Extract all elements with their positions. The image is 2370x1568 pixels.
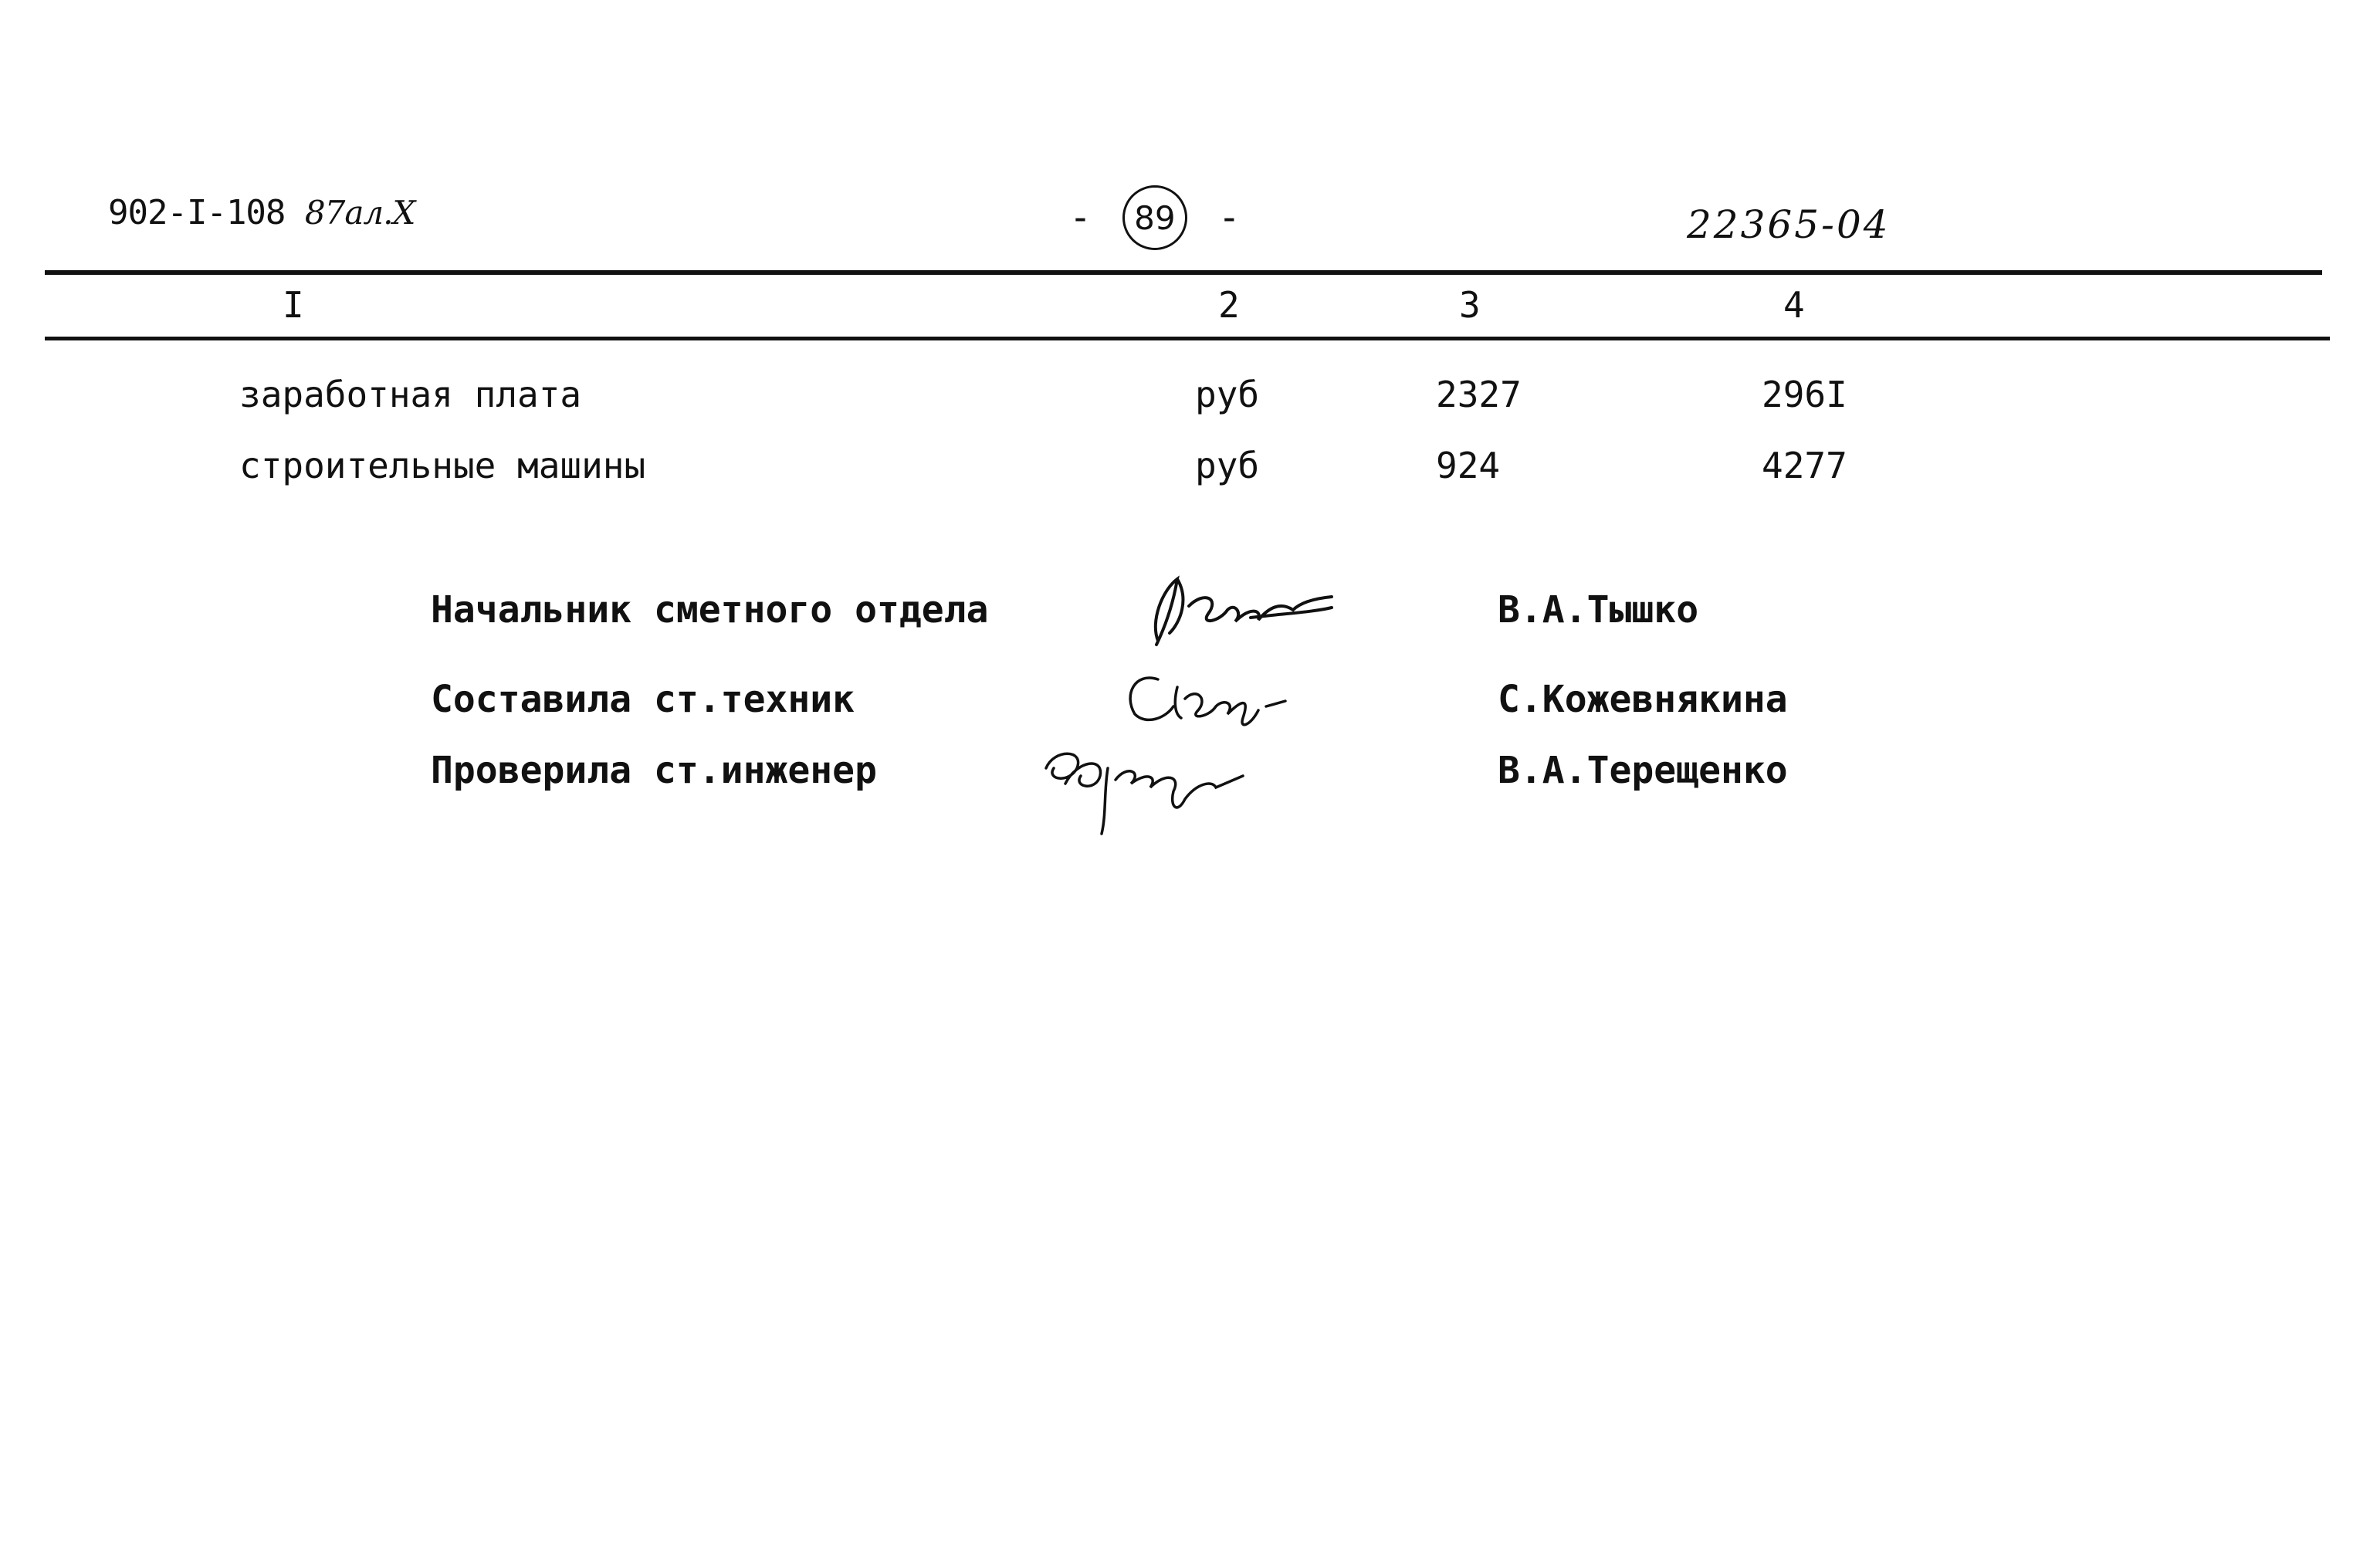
column-header-2: 2 bbox=[1218, 284, 1240, 326]
column-header-1: I bbox=[283, 284, 304, 326]
signer-name: В.А.Тышко bbox=[1498, 588, 1699, 632]
column-header-4: 4 bbox=[1783, 284, 1805, 326]
signer-title: Составила ст.техник bbox=[431, 678, 855, 721]
signer-name: В.А.Терещенко bbox=[1498, 749, 1788, 792]
row-unit: руб bbox=[1195, 374, 1260, 415]
page-dash-left: - bbox=[1069, 196, 1092, 239]
document-number-suffix: 87ал.X bbox=[304, 194, 415, 232]
row-unit: руб bbox=[1195, 445, 1260, 486]
row-value-3: 924 bbox=[1436, 445, 1501, 486]
row-value-4: 296I bbox=[1762, 374, 1847, 415]
table-top-rule bbox=[45, 270, 2322, 275]
signer-name: С.Кожевнякина bbox=[1498, 678, 1788, 721]
page-number: 89 bbox=[1134, 198, 1176, 237]
handwritten-signature bbox=[1031, 737, 1254, 845]
row-value-4: 4277 bbox=[1762, 445, 1847, 486]
signer-title: Проверила ст.инженер bbox=[431, 749, 877, 792]
page-number-block bbox=[1069, 185, 1241, 250]
document-number-main: 902-I-108 bbox=[108, 193, 286, 232]
row-value-3: 2327 bbox=[1436, 374, 1522, 415]
column-header-3: 3 bbox=[1459, 284, 1481, 326]
page-number-circle bbox=[1122, 185, 1187, 250]
document-number bbox=[108, 193, 415, 232]
handwritten-signature bbox=[1135, 567, 1343, 652]
page-dash-right: - bbox=[1217, 196, 1241, 239]
row-name: заработная плата bbox=[239, 374, 582, 415]
handwritten-signature bbox=[1112, 664, 1305, 733]
table-header-rule bbox=[45, 337, 2330, 340]
row-name: строительные машины bbox=[239, 445, 646, 486]
signer-title: Начальник сметного отдела bbox=[431, 588, 989, 632]
archive-code: 22365-04 bbox=[1687, 202, 1891, 247]
